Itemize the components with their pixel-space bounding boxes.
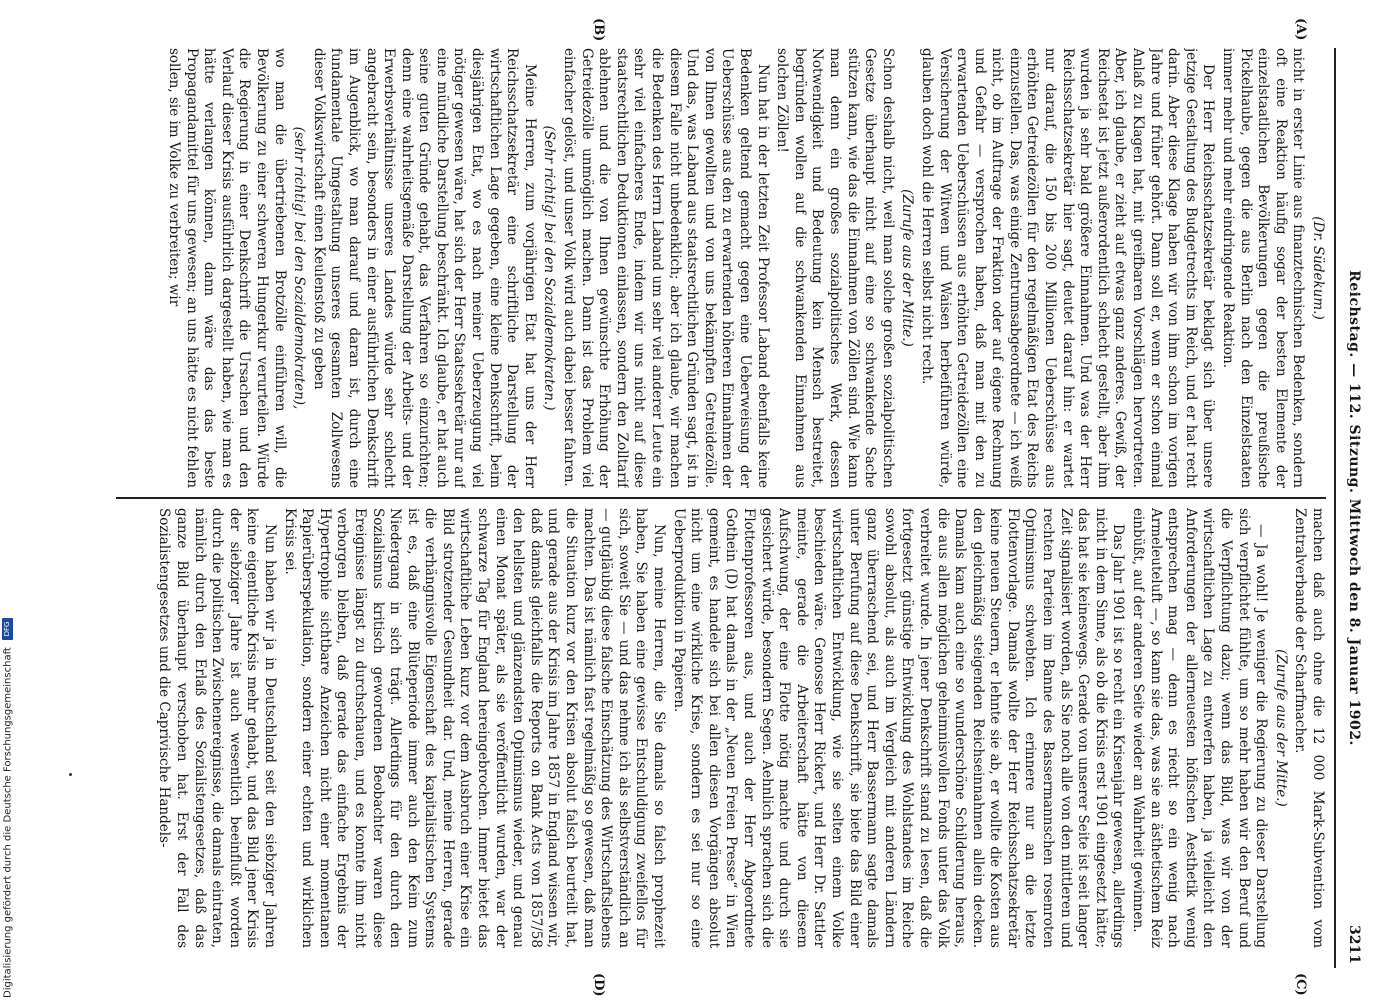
- interjection: (Zurufe aus der Mitte.): [1272, 649, 1289, 807]
- paragraph: wo man die übertriebenen Brotzölle einführen will, die Bevölkerung zu einer schweren Hungerkur verurteilen. Würde die Regierung in einer Denkschrift die Ursachen und den Verlauf dieser Krisis ausführlich dargestellt haben, wie man es hätte verlangen können, dann wäre das das beste Propagandamittel für uns gewesen; an uns hätte es nicht fehlen sollen, sie im Volke zu verbreiten; wir: [166, 48, 288, 488]
- right-column: [86, 508, 1326, 948]
- page-number: 3211: [1346, 925, 1362, 964]
- margin-mark-b: (B): [591, 18, 606, 42]
- speaker-attribution: (Dr. Südekum.): [1310, 216, 1326, 320]
- paragraph: nicht in erster Linie aus finanztechnischen Bedenken, sondern oft eine Reaktion häufig sogar der besten Elemente der einzelstaatlichen Bevölkerungen gegen die preußische Pickelhaube, gegen die aus Berlin nach den Einzelstaaten immer mehr und mehr eindringende Reaktion.: [1220, 48, 1307, 488]
- dfg-logo: DFG: [2, 618, 13, 640]
- page-header: [1336, 48, 1366, 968]
- paragraph: Nun haben wir ja in Deutschland seit den siebziger Jahren keine eigentliche Krisis mehr gehabt, und das Bild jener Krisis der siebziger Jahre ist auch wesentlich beeinflußt worden durch die politischen Zwischenereignisse, die damals eintraten, nämlich durch den Erlaß des Sozialistengesetzes, daß das ganze Bild überhaupt verschoben hat. Erst der Fall des Sozialistengesetzes und die Caprivische Handels-: [156, 508, 278, 948]
- footer-text: Digitalisierung gefördert durch die Deutsche Forschungsgemeinschaft: [2, 647, 14, 998]
- column-divider: [116, 497, 1326, 499]
- paragraph: Meine Herren, zum vorjährigen Etat hat uns der Herr Reichsschatzsekretär eine schriftliche Darstellung der wirtschaftlichen Lage gegeben, eine kleine Denkschrift, beim diesjährigen Etat, wo es nach meiner Ueberzeugung viel nötiger gewesen wäre, hat sich der Herr Staatssekretär nur auf eine mündliche Darstellung beschränkt. Ich glaube, er hat auch seine guten Gründe gehabt, das Verfahren so einzurichten; denn eine wahrheitsgemäße Darstellung der Arbeits- und der Erwerbsverhältnisse unseres Landes würde sehr schlecht angebracht sein, besonders in einer ausführlichen Denkschrift im Augenblick, wo man darauf und daran ist, durch eine fundamentale Umgestaltung unseres gesamten Zollwesens dieser Volkswirtschaft einen Keulenstoß zu geben: [310, 48, 538, 488]
- header-rule: [1334, 48, 1336, 968]
- interjection: (Sehr richtig! bei den Sozialdemokraten.): [541, 125, 558, 411]
- interjection: (Zurufe aus der Mitte.): [899, 189, 916, 347]
- paragraph: Schon deshalb nicht, weil man solche großen sozialpolitischen Gesetze überhaupt nicht auf eine so schwankende Sache stützen kann, wie das die Einnahmen von Zöllen sind. Wie kann man denn ein großes sozialpolitisches Werk, dessen Notwendigkeit und Bedeutung kein Mensch bestreitet, begründen wollen auf die schwankenden Einnahmen aus solchen Zöllen!: [774, 48, 896, 488]
- header-title: Reichstag. — 112. Sitzung. Mittwoch den 8. Januar 1902.: [1346, 270, 1362, 746]
- digitization-footer: [2, 618, 18, 998]
- paragraph: machen daß auch ohne die 12 000 Mark-Subvention vom Zentralverbande der Scharfmacher.: [1292, 508, 1326, 948]
- interjection: (sehr richtig! bei den Sozialdemokraten),: [291, 126, 308, 410]
- margin-mark-a: (A): [1293, 18, 1308, 41]
- paragraph: Nun, meine Herren, die Sie damals so falsch prophezeit haben, Sie haben eine gewisse Entschuldigung zweifellos für sich, soweit Sie — und das nehme ich als selbstverständlich an — gutgläubig diese falsche Einschätzung des Wirtschaftslebens machten. Das ist nämlich fast regelmäßig so gewesen, daß man die Situation kurz vor den Krisen absolut falsch beurteilt hat, und gerade aus der Krisis im Jahre 1857 in England wissen wir, daß damals gleichfalls die Reports on Bank Acts von 1857/58 den hellsten und glänzendsten Optimismus wieder, und genau einen Monat später, als sie veröffentlicht wurden, war der schwarze Tag für England hereingebrochen. Immer bietet das wirtschaftliche Leben kurz vor dem Ausbruch einer Krise ein Bild strotzender Gesundheit dar. Und, meine Herren, gerade die verhängnisvolle Eigenschaft des kapitalistischen Systems ist es, daß eine Blüteperiode immer auch den Keim zum Niedergang in sich trägt. Allerdings für den durch den Sozialismus kritisch gewordenen Beobachter waren diese Ereignisse längst zu durchschauen, und es konnte ihm nicht verborgen bleiben, daß gerade das einfache Ergebnis der Hypertrophie sichtbare Anzeichen nicht einer momentanen Papierüberspekulation, sondern einer echten und wirklichen Krisis sei.: [281, 508, 668, 948]
- paragraph: Nun hat in der letzten Zeit Professor Laband ebenfalls keine Bedenken geltend gemacht gegen eine Ueberweisung der Ueberschüsse aus den zu erwartenden höheren Einnahmen der von Ihnen gewollten und von uns bekämpften Getreidezölle. Und das, was Laband aus staatsrechtlichen Gründen sagt, ist in diesem Falle nicht unbedenklich; aber ich glaube, wir machen die Bedenken des Herrn Laband um sehr viel anderer Leute ein sehr viel einfacheres Ende, indem wir uns nicht auf diese staatsrechtlichen Deduktionen einlassen, sondern den Zolltarif ablehnen und die von Ihnen gewünschte Erhöhung der Getreidezölle unmöglich machen. Dann ist das Problem viel einfacher gelöst, und unser Volk wird auch dabei besser fahren.: [561, 48, 771, 488]
- rotated-page-content: [76, 18, 1366, 997]
- paragraph: Das Jahr 1901 ist so recht ein Krisenjahr gewesen, allerdings nicht in dem Sinne, als ob die Krisis erst 1901 eingesetzt hätte; das hat sie keineswegs. Gerade von unserer Seite ist seit langer Zeit signalisiert worden, als Sie noch alle von den mittleren und rechten Parteien im Banne des Bassermannschen rosenroten Optimismus schwebten. Ich erinnere nur an die letzte Flottenvorlage. Damals wollte der Herr Reichsschatzsekretär keine neuen Steuern, er lehnte sie ab, er wollte die Kosten aus den gleichmäßig steigenden Reichseinnahmen allein decken. Damals kam auch eine so wunderschöne Schilderung heraus, die aus allen möglichen geheimnisvollen Fonds unter das Volk verbreitet wurde. In jener Denkschrift stand zu lesen, daß die fortgesetzt günstige Entwicklung des Wohlstandes im Reiche sowohl absolut, als auch im Vergleich mit anderen Ländern ganz überraschend sei, und Herr Bassermann sagte damals unter Berufung auf diese Denkschrift, sie biete das Bild einer wirtschaftlichen Entwicklung, wie sie selten einem Volke beschieden wäre. Genosse Herr Rickert, und Herr Dr. Sattler meinte, gerade die Arbeiterschaft hätte von diesem Aufschwung, der eine Flotte nötig machte und durch sie gesichert würde, besondern Segen. Aehnlich sprachen sich die Flottenprofessoren aus, und auch der Herr Abgeordnete Gothein (D) hat damals in der „Neuen Freien Presse“ in Wien gemeint, es handele sich bei allen diesen Vorgängen absolut nicht um eine wirkliche Krise, sondern es sei nur so eine Ueberproduktion in Papieren.: [670, 508, 1127, 948]
- paragraph: — Ja wohl! Je weniger die Regierung zu dieser Darstellung sich verpflichtet fühlte, um so mehr haben wir den Beruf und die Verpflichtung dazu; wenn das Bild, was wir von der wirtschaftlichen Lage zu entwerfen haben, ja vielleicht den Anforderungen der allerneuesten höfischen Aesthetik wenig entsprechen mag — denn es riecht so ein wenig nach Armeleuteluft —, so kann sie das, was sie an ästhetischem Reiz einbüßt, auf der anderen Seite wieder an Wahrheit gewinnen.: [1130, 508, 1270, 948]
- paragraph: Der Herr Reichsschatzsekretär beklagt sich über unsere jetzige Gestaltung des Budgetrechts im Reich, und er hat recht darin. Aber diese Klage haben wir von ihm schon im vorigen Jahre und früher gehört. Dann soll er, wenn er schon einmal Anlaß zu Klagen hat, mit greifbaren Vorschlägen hervortreten. Aber, ich glaube, er zieht auf etwas ganz anderes. Gewiß, der Reichsetat ist jetzt außerordentlich schlecht gestellt, aber ihm wurden ja sehr bald größere Einnahmen. Und was der Herr Reichsschatzsekretär hier sagt, deutet darauf hin: er wartet nur darauf, die 150 bis 200 Millionen Ueberschüsse aus erhöhten Getreidezöllen für den regelmäßigen Etat des Reichs einzustellen. Das, was einige Zentrumsabgeordnete — ich weiß nicht, ob im Auftrage der Fraktion oder auf eigene Rechnung und Gefahr — versprochen haben, daß man mit den zu erwartenden Ueberschüssen aus erhöhten Getreidezöllen eine Versicherung der Witwen und Waisen herbeiführen würde, glauben doch wohl die Herren selbst nicht recht.: [918, 48, 1217, 488]
- margin-mark-d: (D): [591, 973, 606, 997]
- left-column: [86, 48, 1326, 488]
- margin-mark-c: (C): [1293, 973, 1308, 996]
- scan-dot: [69, 773, 72, 776]
